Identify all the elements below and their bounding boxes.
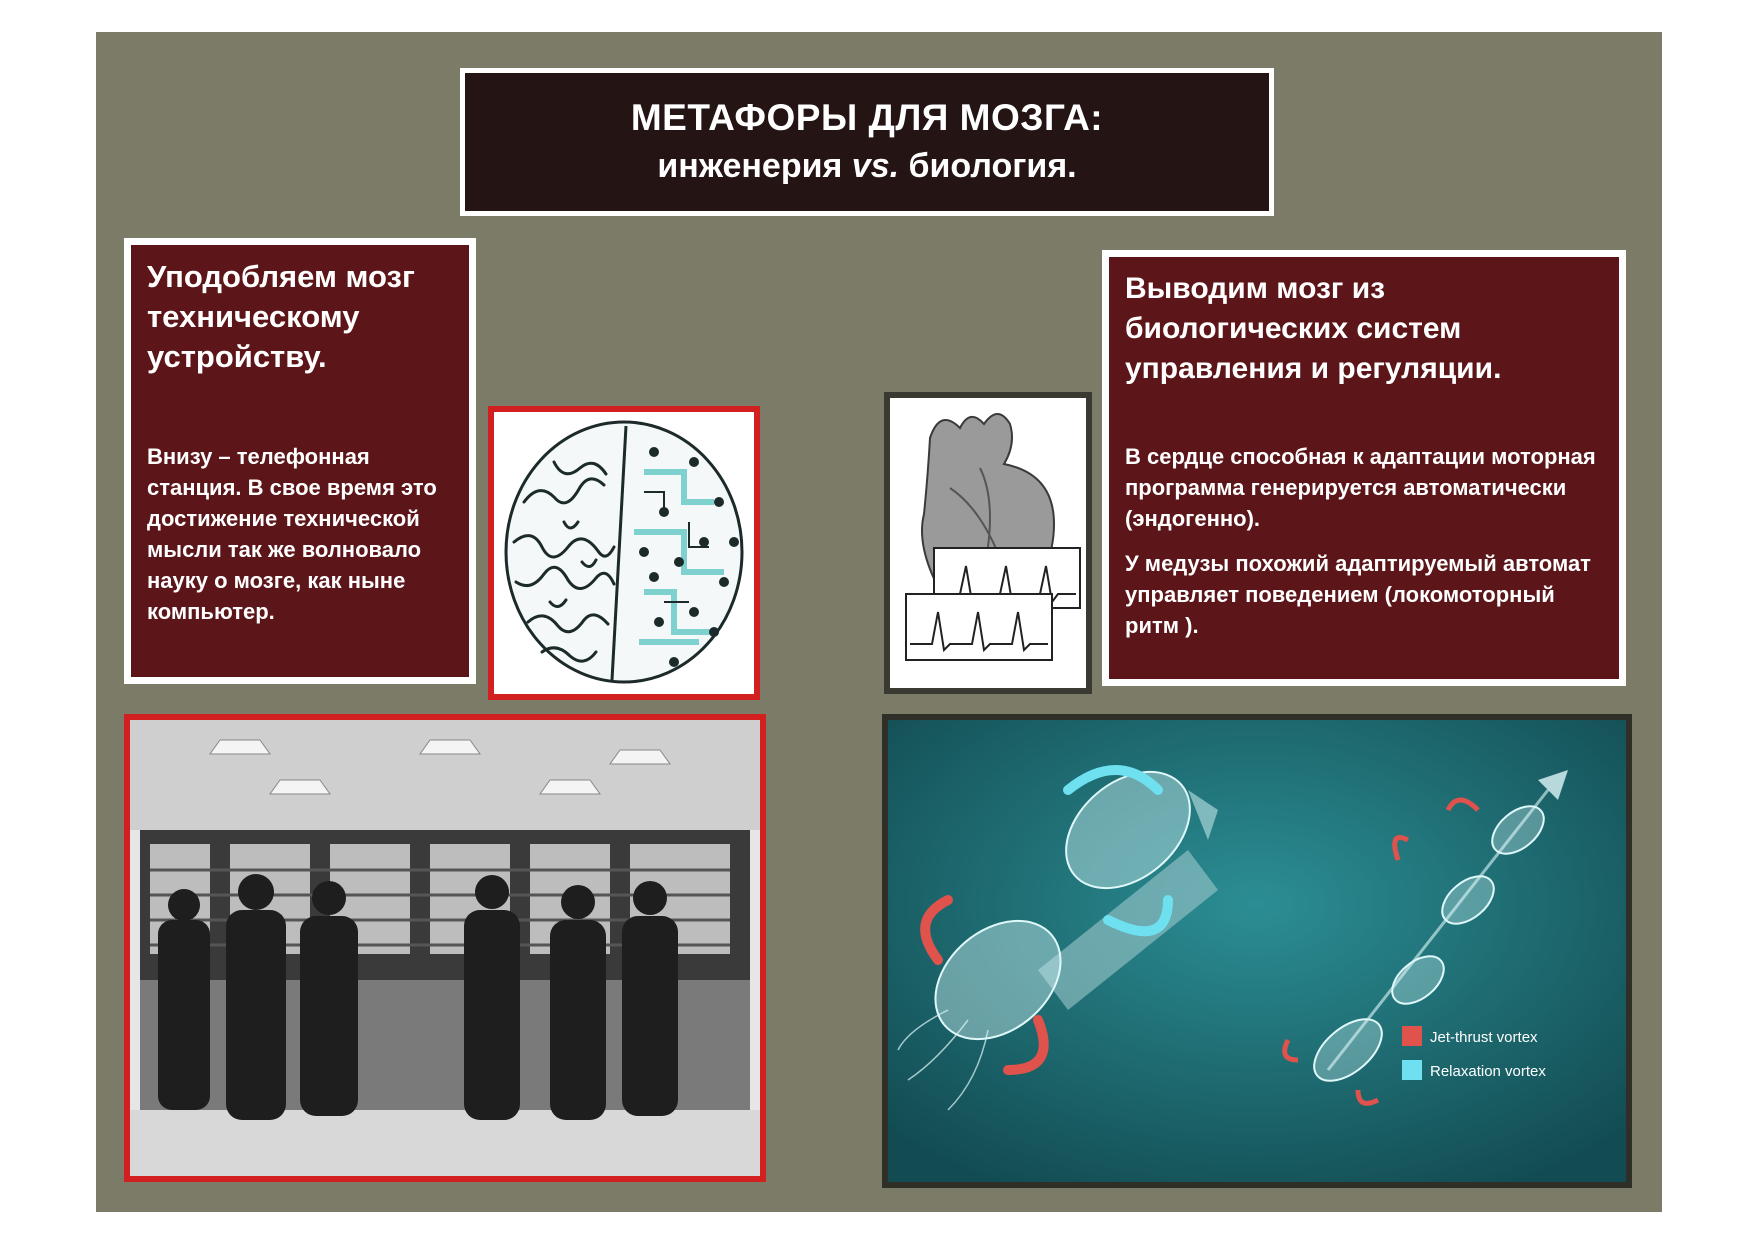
biology-text-panel — [1102, 250, 1626, 686]
slide-subtitle: инженерия vs. биология. — [657, 147, 1077, 185]
engineering-text-panel — [124, 238, 476, 684]
legend-jet-swatch — [1402, 1026, 1422, 1046]
telephone-exchange-photo — [124, 714, 766, 1182]
biology-body-jellyfish: У медузы похожий адаптируемый автомат управляет поведением (локомоторный ритм ). — [1125, 551, 1591, 638]
slide — [96, 32, 1662, 1212]
legend-relax-swatch — [1402, 1060, 1422, 1080]
slide-title: МЕТАФОРЫ ДЛЯ МОЗГА: — [630, 97, 1104, 138]
heart-ecg-image — [884, 392, 1092, 694]
jellyfish-locomotion-image — [882, 714, 1632, 1188]
legend-jet-label: Jet-thrust vortex — [1430, 1029, 1538, 1046]
title-box — [460, 68, 1274, 216]
brain-circuit-image — [488, 406, 760, 700]
biology-body-heart: В сердце способная к адаптации моторная программа генерируется автоматически (эндогенно). — [1125, 444, 1596, 531]
legend-relax-label: Relaxation vortex — [1430, 1063, 1546, 1080]
biology-heading: Выводим мозг из биологических систем управления и регуляции. — [1125, 272, 1502, 385]
engineering-heading: Уподобляем мозг техническому устройству. — [147, 259, 415, 374]
engineering-body: Внизу – телефонная станция. В свое время это достижение технической мысли так же волновало науку о мозге, как ныне компьютер. — [147, 444, 437, 624]
